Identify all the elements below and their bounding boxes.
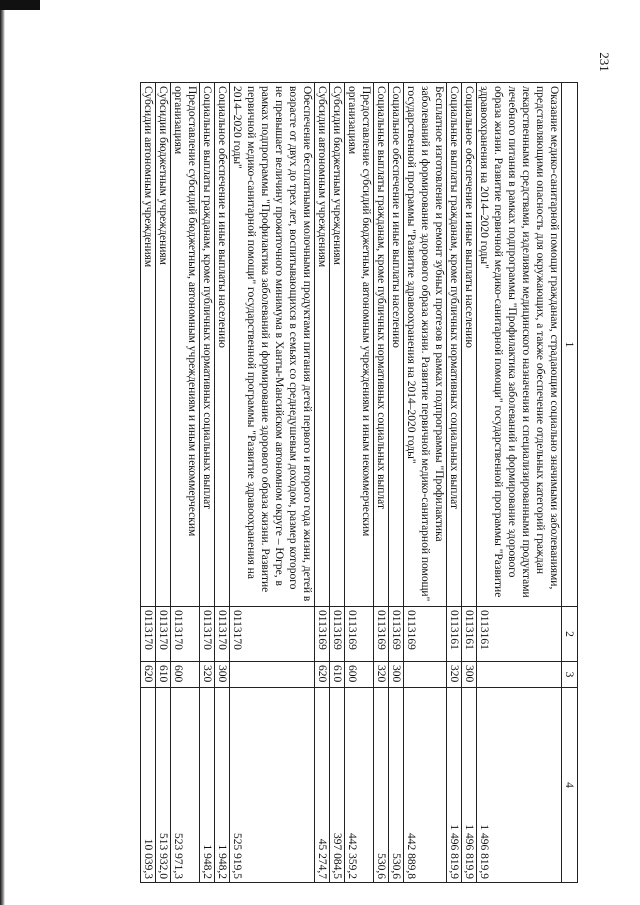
row-amount-cell: 397 084,5 <box>330 688 345 883</box>
scan-mark <box>0 0 40 10</box>
table-row <box>171 83 200 883</box>
row-expense-type-cell: 320 <box>200 662 215 688</box>
row-target-code-cell: 0113169 <box>374 607 389 662</box>
table-row <box>141 83 156 883</box>
row-amount-cell: 45 274,7 <box>315 688 330 883</box>
header-col-2: 2 <box>562 607 578 662</box>
table-row <box>389 83 404 883</box>
row-expense-type-cell: 600 <box>345 662 374 688</box>
row-amount-cell: 1 948,2 <box>200 688 215 883</box>
row-name-cell: Предоставление субсидий бюджетным, автономным учреждениям и иным некоммерческим организациям <box>345 83 374 607</box>
header-col-4: 4 <box>562 688 578 883</box>
scan-edge <box>0 0 5 905</box>
table-row <box>330 83 345 883</box>
row-expense-type-cell: 300 <box>462 662 477 688</box>
row-name-cell: Социальные выплаты гражданам, кроме публичных нормативных социальных выплат <box>374 83 389 607</box>
row-name-cell: Субсидии автономным учреждениям <box>315 83 330 607</box>
row-target-code-cell: 0113169 <box>404 607 447 662</box>
table-header-row <box>562 83 578 883</box>
row-name-cell: Бесплатное изготовление и ремонт зубных протезов в рамках подпрограммы "Профилактика заболеваний и формирование здорового образа жизни. Развитие первичной медико-санитарной помощи" государственной программы "Развитие здравоохранения на 2014–2020 годы" <box>404 83 447 607</box>
table-row <box>345 83 374 883</box>
row-amount-cell: 1 948,2 <box>215 688 230 883</box>
row-expense-type-cell: 610 <box>330 662 345 688</box>
row-name-cell: Обеспечение бесплатными молочными продуктами питания детей первого и второго года жизни, детей в возрасте от двух до трех лет, воспитывающихся в семьях со среднедушевым доходом, размер которого не превышает величину прожиточного минимума в Ханты-Мансийском автономном округе – Югре, в рамках подпрограммы "Профилактика заболеваний и формирование здорового образа жизни. Развитие первичной медико-санитарной помощи" государственной программы "Развитие здравоохранения на 2014–2020 годы" <box>230 83 315 607</box>
budget-table <box>140 82 578 883</box>
row-expense-type-cell <box>477 662 562 688</box>
row-expense-type-cell: 300 <box>215 662 230 688</box>
row-target-code-cell: 0113169 <box>330 607 345 662</box>
table-row <box>462 83 477 883</box>
row-expense-type-cell: 600 <box>171 662 200 688</box>
table-row <box>315 83 330 883</box>
row-amount-cell: 523 971,3 <box>171 688 200 883</box>
row-amount-cell: 442 889,8 <box>404 688 447 883</box>
table-row <box>447 83 462 883</box>
row-name-cell: Субсидии автономным учреждениям <box>141 83 156 607</box>
row-name-cell: Субсидии бюджетным учреждениям <box>156 83 171 607</box>
row-name-cell: Социальные выплаты гражданам, кроме публичных нормативных социальных выплат <box>447 83 462 607</box>
page-number: 231 <box>597 52 612 72</box>
row-expense-type-cell: 620 <box>141 662 156 688</box>
row-amount-cell: 10 039,3 <box>141 688 156 883</box>
row-name-cell: Оказание медико-санитарной помощи гражданам, страдающим социально значимыми заболеваниями, представляющими опасность для окружающих, а также обеспечение отдельных категорий граждан лекарственными средствами, изделиями медицинского назначения и специализированными продуктами лечебного питания в рамках подпрограммы "Профилактика заболеваний и формирование здорового образа жизни. Развитие первичной медико-санитарной помощи" государственной программы "Развитие здравоохранения на 2014–2020 годы" <box>477 83 562 607</box>
table-row <box>215 83 230 883</box>
table-row <box>477 83 562 883</box>
row-expense-type-cell: 320 <box>374 662 389 688</box>
row-name-cell: Социальные выплаты гражданам, кроме публичных нормативных социальных выплат <box>200 83 215 607</box>
row-target-code-cell: 0113161 <box>462 607 477 662</box>
row-target-code-cell: 0113170 <box>171 607 200 662</box>
row-target-code-cell: 0113169 <box>315 607 330 662</box>
row-amount-cell: 530,6 <box>389 688 404 883</box>
row-target-code-cell: 0113169 <box>389 607 404 662</box>
table-row <box>374 83 389 883</box>
row-amount-cell: 1 496 819,9 <box>462 688 477 883</box>
row-amount-cell: 1 496 819,9 <box>477 688 562 883</box>
row-expense-type-cell: 320 <box>447 662 462 688</box>
row-expense-type-cell: 610 <box>156 662 171 688</box>
header-col-3: 3 <box>562 662 578 688</box>
row-target-code-cell: 0113169 <box>345 607 374 662</box>
row-name-cell: Социальное обеспечение и иные выплаты населению <box>215 83 230 607</box>
row-amount-cell: 442 359,2 <box>345 688 374 883</box>
table-row <box>200 83 215 883</box>
row-name-cell: Субсидии бюджетным учреждениям <box>330 83 345 607</box>
row-amount-cell: 530,6 <box>374 688 389 883</box>
row-target-code-cell: 0113170 <box>141 607 156 662</box>
row-target-code-cell: 0113170 <box>200 607 215 662</box>
row-expense-type-cell: 620 <box>315 662 330 688</box>
row-amount-cell: 513 932,0 <box>156 688 171 883</box>
row-target-code-cell: 0113161 <box>477 607 562 662</box>
row-name-cell: Предоставление субсидий бюджетным, автономным учреждениям и иным некоммерческим организациям <box>171 83 200 607</box>
table-row <box>230 83 315 883</box>
row-expense-type-cell <box>230 662 315 688</box>
row-amount-cell: 525 919,5 <box>230 688 315 883</box>
row-target-code-cell: 0113170 <box>215 607 230 662</box>
table-row <box>404 83 447 883</box>
row-name-cell: Социальное обеспечение и иные выплаты населению <box>462 83 477 607</box>
table-body <box>141 83 562 883</box>
rotated-table-container <box>91 82 578 882</box>
row-target-code-cell: 0113170 <box>156 607 171 662</box>
row-name-cell: Социальное обеспечение и иные выплаты населению <box>389 83 404 607</box>
row-target-code-cell: 0113170 <box>230 607 315 662</box>
header-col-1: 1 <box>562 83 578 607</box>
table-row <box>156 83 171 883</box>
row-amount-cell: 1 496 819,9 <box>447 688 462 883</box>
row-expense-type-cell: 300 <box>389 662 404 688</box>
row-expense-type-cell <box>404 662 447 688</box>
row-target-code-cell: 0113161 <box>447 607 462 662</box>
